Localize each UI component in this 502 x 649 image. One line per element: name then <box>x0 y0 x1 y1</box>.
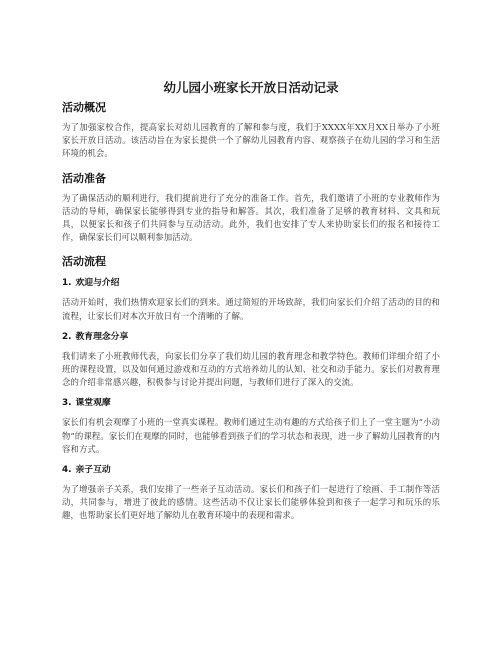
step-title: 亲子互动 <box>75 465 111 476</box>
step-heading <box>62 397 440 410</box>
step-title: 课堂观摩 <box>75 398 111 409</box>
step-number: 2. <box>62 331 72 342</box>
step-paragraph: 活动开始时，我们热情欢迎家长们的到来。通过简短的开场致辞，我们向家长们介绍了活动的目的和流程，让家长们对本次开放日有一个清晰的了解。 <box>62 297 440 321</box>
step-paragraph: 我们请来了小班教师代表，向家长们分享了我们幼儿园的教育理念和教学特色。教师们详细介绍了小班的课程设置，以及如何通过游戏和互动的方式培养幼儿的认知、社交和动手能力。家长们对教育理念的介绍非常感兴趣，积极参与讨论并提出问题，与教师们进行了深入的交流。 <box>62 350 440 388</box>
step-number: 1. <box>62 278 72 289</box>
process-step <box>62 464 440 523</box>
step-number: 3. <box>62 398 72 409</box>
step-title: 教育理念分享 <box>75 331 129 342</box>
step-paragraph: 家长们有机会观摩了小班的一堂真实课程。教师们通过生动有趣的方式给孩子们上了一堂主题为“小动物”的课程。家长们在观摩的同时，也能够看到孩子们的学习状态和表现，进一步了解幼儿园教育的内容和方式。 <box>62 417 440 454</box>
section-heading-overview: 活动概况 <box>62 101 106 114</box>
process-step <box>62 397 440 456</box>
step-heading <box>62 464 440 477</box>
step-paragraph: 为了增强亲子关系，我们安排了一些亲子互动活动。家长们和孩子们一起进行了绘画、手工制作等活动，共同参与，增进了彼此的感情。这些活动不仅让家长们能够体验到和孩子一起学习和玩乐的乐趣，也帮助家长们更好地了解幼儿在教育环境中的表现和需求。 <box>62 484 440 521</box>
step-heading <box>62 277 440 290</box>
section-heading-preparation: 活动准备 <box>62 171 106 185</box>
step-heading <box>62 331 440 344</box>
step-number: 4. <box>62 465 72 476</box>
document-body <box>62 100 440 523</box>
section-paragraph-overview: 为了加强家校合作，提高家长对幼儿园教育的了解和参与度，我们于XXXX年XX月XX日举办了小班家长开放日活动。该活动旨在为家长提供一个了解幼儿园教育内容、观察孩子在幼儿园的学习和生活环境的机会。 <box>62 122 440 159</box>
step-title: 欢迎与介绍 <box>75 278 120 289</box>
section-paragraph-preparation: 为了确保活动的顺利进行，我们提前进行了充分的准备工作。首先，我们邀请了小班的专业教师作为活动的导师，确保家长能够得到专业的指导和解答。其次，我们准备了足够的教育材料、文具和玩具，以便家长和孩子们共同参与互动活动。此外，我们也安排了专人来协助家长们的报名和接待工作，确保家长们可以顺利参加活动。 <box>62 192 440 243</box>
document-title: 幼儿园小班家长开放日活动记录 <box>163 80 339 95</box>
process-step <box>62 331 440 390</box>
process-step <box>62 277 440 322</box>
section-heading-process: 活动流程 <box>62 255 106 269</box>
